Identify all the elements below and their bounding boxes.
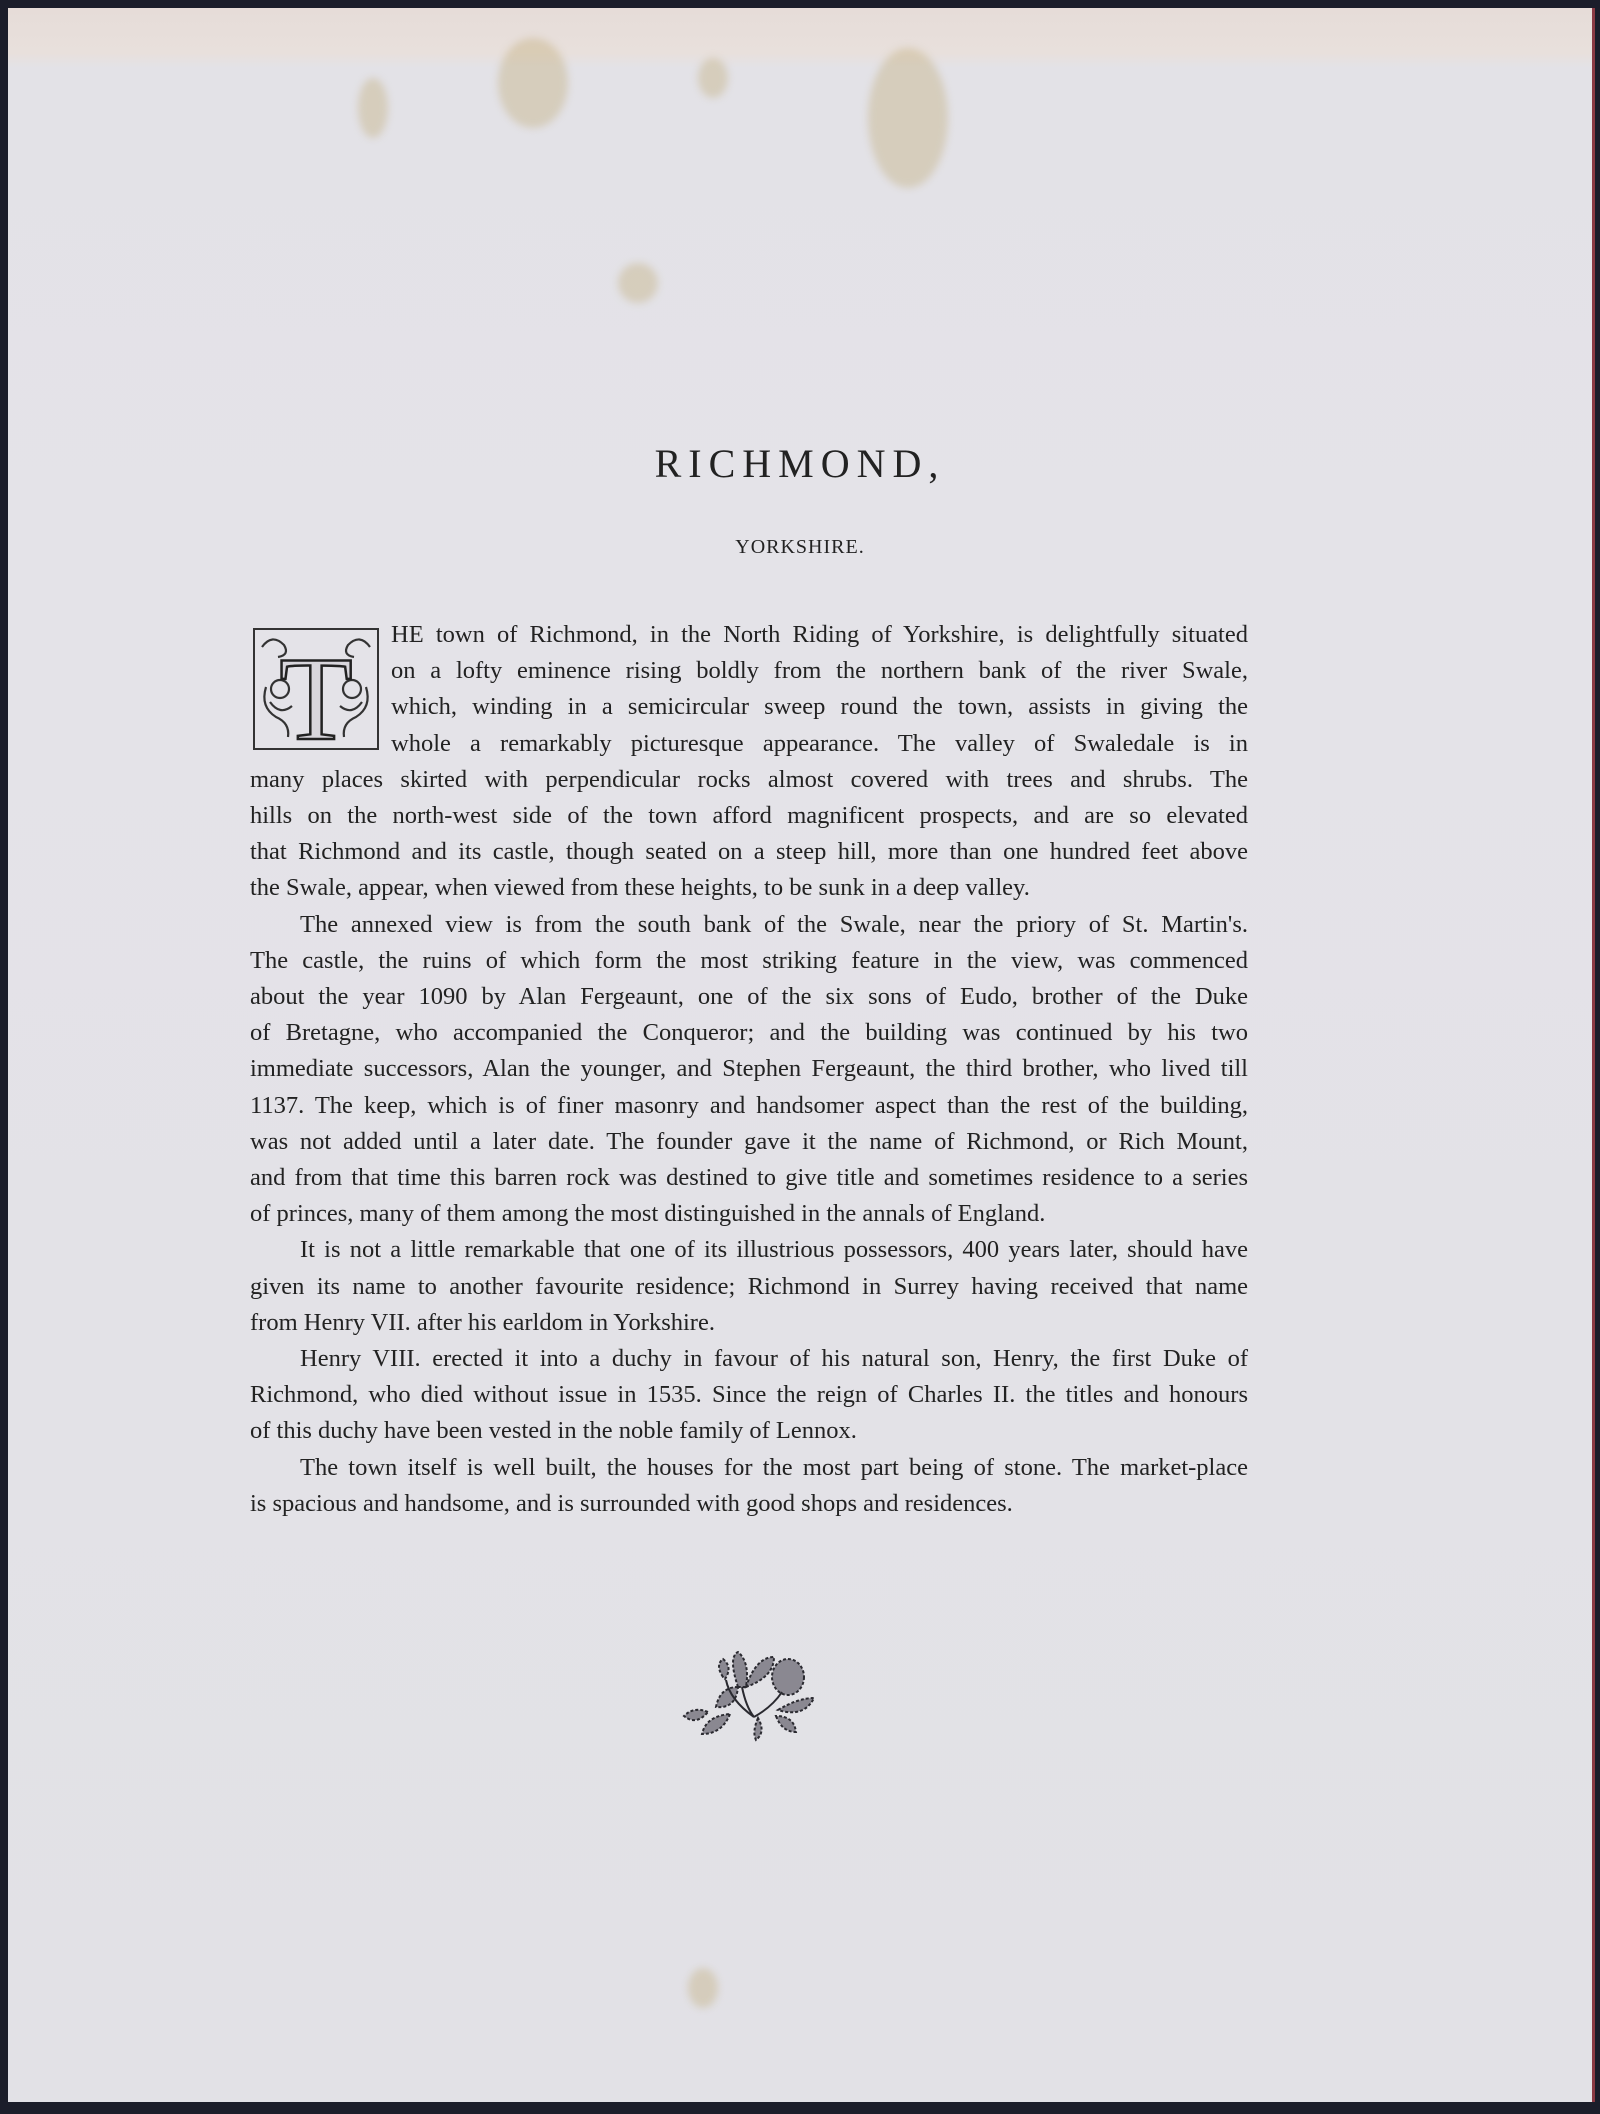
text-line: It is not a little remarkable that one of its illustrious possessors, 400 years later, should have xyxy=(300,1236,1248,1264)
paragraph-2 xyxy=(250,907,1248,1233)
text-line: given its name to another favourite residence; Richmond in Surrey having received that name xyxy=(250,1272,1248,1300)
text-line: was not added until a later date. The founder gave it the name of Richmond, or Rich Mount, xyxy=(250,1127,1248,1155)
text-line: which, winding in a semicircular sweep round the town, assists in giving the xyxy=(391,693,1248,721)
text-line: hills on the north-west side of the town afford magnificent prospects, and are so elevated xyxy=(250,802,1248,830)
text-line: The castle, the ruins of which form the most striking feature in the view, was commenced xyxy=(250,946,1248,974)
article-body xyxy=(250,617,1248,1522)
stain xyxy=(688,1968,718,2008)
text-line: on a lofty eminence rising boldly from the northern bank of the river Swale, xyxy=(391,657,1248,685)
text-line: Richmond, who died without issue in 1535. Since the reign of Charles II. the titles and honours xyxy=(250,1381,1248,1409)
text-line: and from that time this barren rock was destined to give title and sometimes residence to a series xyxy=(250,1164,1248,1192)
text-line: 1137. The keep, which is of finer masonry and handsomer aspect than the rest of the building, xyxy=(250,1091,1248,1119)
text-line: from Henry VII. after his earldom in Yorkshire. xyxy=(250,1308,715,1336)
stain xyxy=(618,263,658,303)
paragraph-5 xyxy=(250,1450,1248,1522)
text-line: of this duchy have been vested in the noble family of Lennox. xyxy=(250,1417,857,1445)
text-line: The town itself is well built, the houses for the most part being of stone. The market-place xyxy=(300,1453,1248,1481)
text-line: of princes, many of them among the most distinguished in the annals of England. xyxy=(250,1200,1046,1228)
stain xyxy=(868,48,948,188)
text-line: Henry VIII. erected it into a duchy in favour of his natural son, Henry, the first Duke of xyxy=(300,1345,1248,1373)
text-line: whole a remarkably picturesque appearance. The valley of Swaledale is in xyxy=(391,729,1248,757)
text-line: HE town of Richmond, in the North Riding of Yorkshire, is delightfully situated xyxy=(391,621,1248,648)
paragraph-1 xyxy=(250,617,1248,907)
svg-text:T: T xyxy=(279,632,353,751)
text-line: The annexed view is from the south bank of the Swale, near the priory of St. Martin's. xyxy=(300,910,1248,938)
paragraph-4 xyxy=(250,1341,1248,1450)
page-title: RICHMOND, xyxy=(654,441,946,486)
stain xyxy=(498,38,568,128)
paragraph-3 xyxy=(250,1232,1248,1341)
text-line: of Bretagne, who accompanied the Conqueror; and the building was continued by his two xyxy=(250,1019,1248,1047)
text-line: the Swale, appear, when viewed from these heights, to be sunk in a deep valley. xyxy=(250,874,1030,902)
text-line: is spacious and handsome, and is surrounded with good shops and residences. xyxy=(250,1489,1013,1517)
text-line: immediate successors, Alan the younger, and Stephen Fergeaunt, the third brother, who lived till xyxy=(250,1055,1248,1083)
flower-ornament-icon xyxy=(678,1632,823,1742)
text-line: that Richmond and its castle, though seated on a steep hill, more than one hundred feet above xyxy=(250,838,1248,866)
stain xyxy=(358,78,388,138)
stain xyxy=(698,58,728,98)
text-line: about the year 1090 by Alan Fergeaunt, one of the six sons of Eudo, brother of the Duke xyxy=(250,983,1248,1011)
text-line: many places skirted with perpendicular rocks almost covered with trees and shrubs. The xyxy=(250,765,1248,793)
page-subtitle: YORKSHIRE. xyxy=(735,536,865,558)
